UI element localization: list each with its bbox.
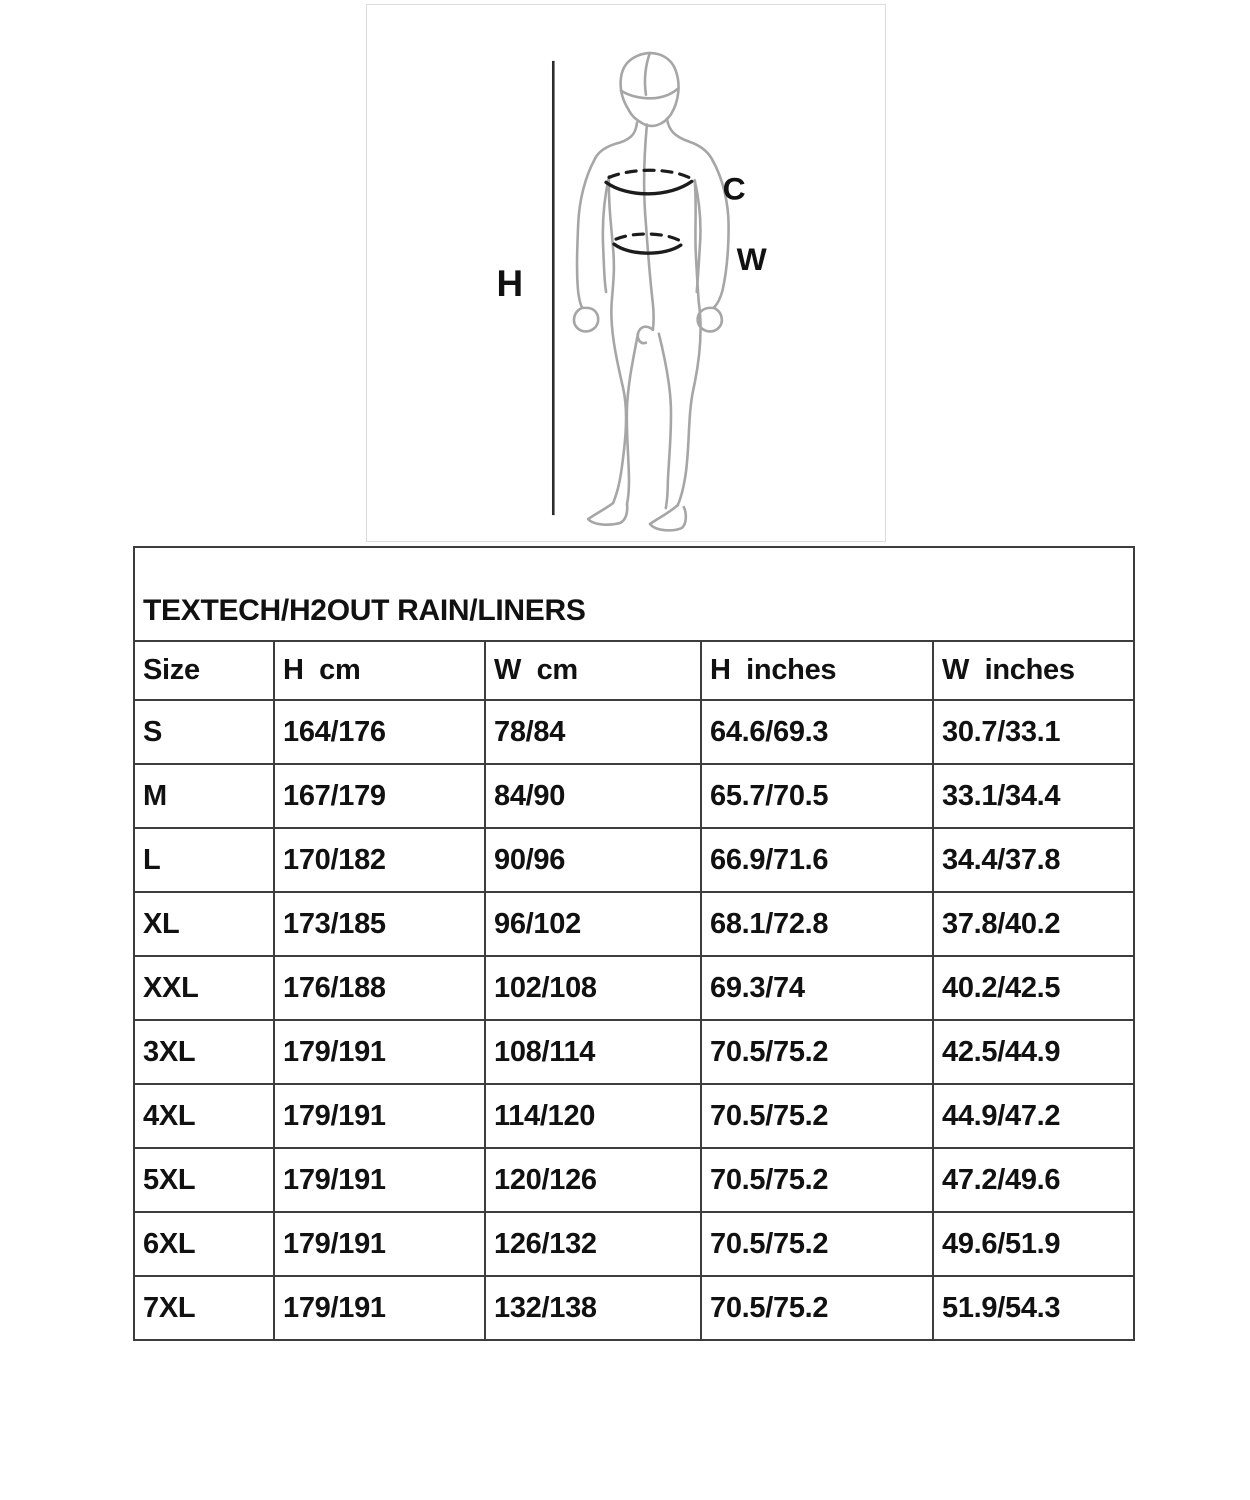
w-cm-cell: 126/132 bbox=[485, 1212, 701, 1276]
table-row bbox=[134, 1084, 1134, 1148]
h-inches-cell: 64.6/69.3 bbox=[701, 700, 933, 764]
table-header-row bbox=[134, 641, 1134, 700]
table-row bbox=[134, 892, 1134, 956]
h-cm-cell: 176/188 bbox=[274, 956, 485, 1020]
size-cell: L bbox=[134, 828, 274, 892]
h-cm-cell: 179/191 bbox=[274, 1020, 485, 1084]
human-figure-illustration bbox=[367, 5, 885, 541]
col-header-h-inches: H inches bbox=[701, 641, 933, 700]
size-cell: XL bbox=[134, 892, 274, 956]
table-row bbox=[134, 1148, 1134, 1212]
col-header-size: Size bbox=[134, 641, 274, 700]
w-cm-cell: 90/96 bbox=[485, 828, 701, 892]
w-inches-cell: 47.2/49.6 bbox=[933, 1148, 1134, 1212]
body-outline bbox=[574, 53, 729, 530]
size-cell: 3XL bbox=[134, 1020, 274, 1084]
size-cell: M bbox=[134, 764, 274, 828]
w-inches-cell: 34.4/37.8 bbox=[933, 828, 1134, 892]
w-inches-cell: 30.7/33.1 bbox=[933, 700, 1134, 764]
w-inches-cell: 37.8/40.2 bbox=[933, 892, 1134, 956]
w-cm-cell: 120/126 bbox=[485, 1148, 701, 1212]
w-inches-cell: 33.1/34.4 bbox=[933, 764, 1134, 828]
chest-measure-line bbox=[606, 170, 692, 194]
size-cell: 6XL bbox=[134, 1212, 274, 1276]
w-cm-cell: 102/108 bbox=[485, 956, 701, 1020]
table-row bbox=[134, 956, 1134, 1020]
h-cm-cell: 164/176 bbox=[274, 700, 485, 764]
h-cm-cell: 179/191 bbox=[274, 1212, 485, 1276]
table-row bbox=[134, 1276, 1134, 1340]
table-row bbox=[134, 1212, 1134, 1276]
h-cm-cell: 179/191 bbox=[274, 1084, 485, 1148]
size-cell: XXL bbox=[134, 956, 274, 1020]
col-header-w-inches: W inches bbox=[933, 641, 1134, 700]
w-cm-cell: 84/90 bbox=[485, 764, 701, 828]
h-cm-cell: 173/185 bbox=[274, 892, 485, 956]
size-cell: 4XL bbox=[134, 1084, 274, 1148]
waist-label: W bbox=[736, 241, 767, 278]
height-label: H bbox=[496, 262, 524, 304]
h-inches-cell: 70.5/75.2 bbox=[701, 1148, 933, 1212]
h-cm-cell: 179/191 bbox=[274, 1148, 485, 1212]
h-cm-cell: 167/179 bbox=[274, 764, 485, 828]
h-inches-cell: 66.9/71.6 bbox=[701, 828, 933, 892]
w-cm-cell: 96/102 bbox=[485, 892, 701, 956]
table-row bbox=[134, 828, 1134, 892]
w-cm-cell: 132/138 bbox=[485, 1276, 701, 1340]
size-cell: S bbox=[134, 700, 274, 764]
h-inches-cell: 70.5/75.2 bbox=[701, 1020, 933, 1084]
table-title-row bbox=[134, 547, 1134, 641]
size-chart-table bbox=[133, 546, 1135, 1341]
w-inches-cell: 49.6/51.9 bbox=[933, 1212, 1134, 1276]
w-inches-cell: 40.2/42.5 bbox=[933, 956, 1134, 1020]
col-header-h-cm: H cm bbox=[274, 641, 485, 700]
table-title: TEXTECH/H2OUT RAIN/LINERS bbox=[134, 547, 1134, 641]
size-cell: 7XL bbox=[134, 1276, 274, 1340]
h-inches-cell: 70.5/75.2 bbox=[701, 1212, 933, 1276]
h-cm-cell: 179/191 bbox=[274, 1276, 485, 1340]
h-inches-cell: 70.5/75.2 bbox=[701, 1276, 933, 1340]
size-cell: 5XL bbox=[134, 1148, 274, 1212]
table-row bbox=[134, 1020, 1134, 1084]
w-cm-cell: 78/84 bbox=[485, 700, 701, 764]
h-inches-cell: 68.1/72.8 bbox=[701, 892, 933, 956]
w-cm-cell: 114/120 bbox=[485, 1084, 701, 1148]
table-row bbox=[134, 764, 1134, 828]
col-header-w-cm: W cm bbox=[485, 641, 701, 700]
h-inches-cell: 70.5/75.2 bbox=[701, 1084, 933, 1148]
h-inches-cell: 65.7/70.5 bbox=[701, 764, 933, 828]
w-inches-cell: 42.5/44.9 bbox=[933, 1020, 1134, 1084]
w-inches-cell: 44.9/47.2 bbox=[933, 1084, 1134, 1148]
h-cm-cell: 170/182 bbox=[274, 828, 485, 892]
w-cm-cell: 108/114 bbox=[485, 1020, 701, 1084]
h-inches-cell: 69.3/74 bbox=[701, 956, 933, 1020]
chest-label: C bbox=[722, 170, 746, 207]
table-row bbox=[134, 700, 1134, 764]
size-diagram-panel bbox=[366, 4, 886, 542]
w-inches-cell: 51.9/54.3 bbox=[933, 1276, 1134, 1340]
